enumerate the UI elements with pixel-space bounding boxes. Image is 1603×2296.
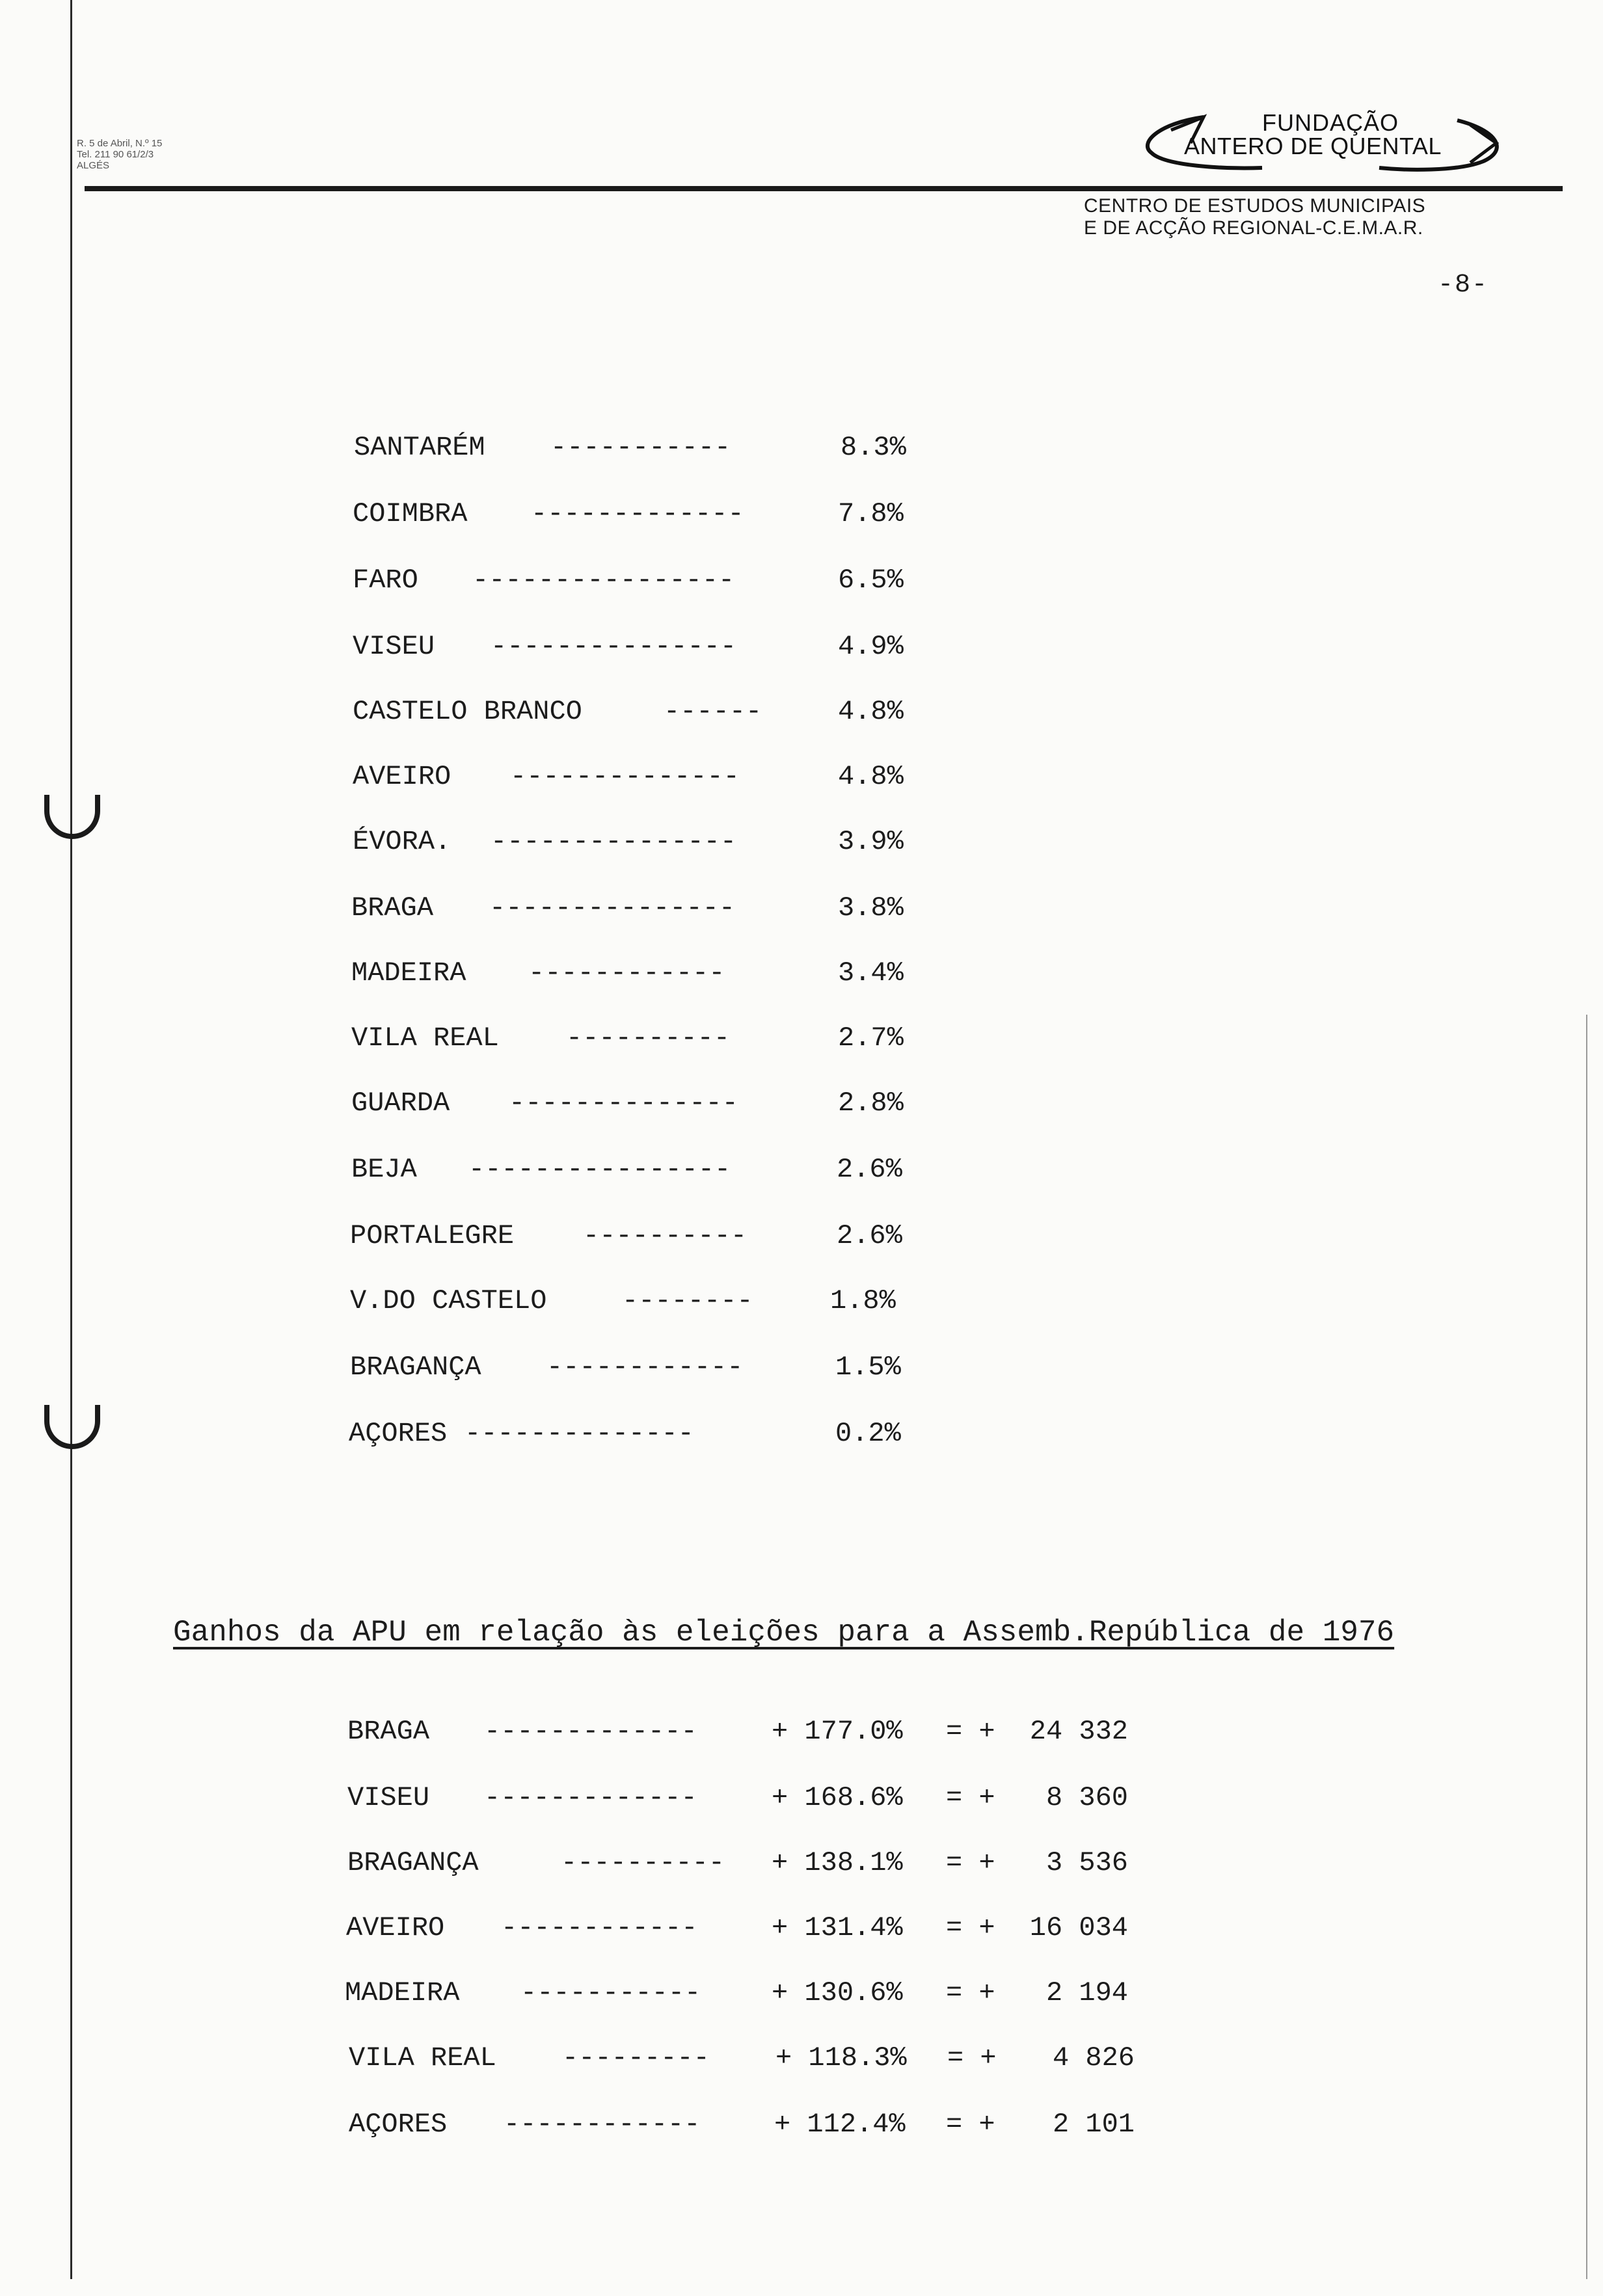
district-name: BRAGA (347, 1716, 430, 1747)
equals-plus: = + (946, 1847, 995, 1878)
foundation-logo (1132, 104, 1509, 176)
percentage-value: 2.8% (838, 1088, 904, 1119)
district-name: AÇORES (349, 2109, 448, 2140)
table-row (349, 2109, 1135, 2296)
centro-line: CENTRO DE ESTUDOS MUNICIPAIS (1084, 195, 1426, 217)
percentage-gain: + 118.3% (775, 2042, 907, 2074)
district-name: SANTARÉM (354, 432, 485, 463)
dash-leader: ------------ (528, 957, 725, 989)
district-name: VISEU (353, 631, 435, 662)
page-edge-line (1586, 1015, 1587, 2279)
equals-plus: = + (946, 2109, 995, 2140)
percentage-gain: + 168.6% (772, 1782, 903, 1813)
binder-ring-mark (44, 795, 100, 839)
district-name: MADEIRA (345, 1977, 460, 2009)
vote-gain: 16 034 (1029, 1912, 1128, 1943)
dash-leader: ------------ (546, 1352, 744, 1383)
equals-plus: = + (946, 1782, 995, 1813)
address-line: Tel. 211 90 61/2/3 (77, 149, 154, 160)
binder-ring-mark (44, 1405, 100, 1449)
district-name: FARO (353, 565, 418, 596)
district-name: AVEIRO (353, 761, 451, 792)
dash-leader: -------------- (465, 1418, 694, 1449)
vote-gain: 2 194 (1045, 1977, 1128, 2009)
logo-line-2: ANTERO DE QUENTAL (1184, 133, 1442, 159)
percentage-value: 1.5% (835, 1352, 901, 1383)
percentage-value: 2.7% (838, 1022, 904, 1054)
district-name: CASTELO BRANCO (353, 696, 582, 727)
percentage-gain: + 112.4% (774, 2109, 906, 2140)
dash-leader: ---------- (561, 1847, 725, 1878)
percentage-gain: + 130.6% (772, 1977, 903, 2009)
dash-leader: ----------- (550, 432, 731, 463)
centro-label (1084, 195, 1425, 239)
dash-leader: ---------------- (472, 565, 735, 596)
percentage-value: 7.8% (838, 498, 904, 529)
district-name: VISEU (347, 1782, 430, 1813)
dash-leader: ------------ (501, 1912, 698, 1943)
district-name: AVEIRO (346, 1912, 445, 1943)
district-name: BRAGA (351, 892, 434, 924)
dash-leader: ---------- (583, 1220, 748, 1251)
district-name: COIMBRA (353, 498, 468, 529)
district-name: VILA REAL (349, 2042, 496, 2074)
district-name: ÉVORA. (353, 826, 451, 857)
percentage-gain: + 177.0% (772, 1716, 903, 1747)
percentage-value: 4.8% (838, 696, 904, 727)
percentage-value: 2.6% (837, 1220, 902, 1251)
percentage-value: 3.8% (838, 892, 904, 924)
district-name: VILA REAL (351, 1022, 499, 1054)
vote-gain: 4 826 (1052, 2042, 1135, 2074)
percentage-value: 3.9% (838, 826, 904, 857)
centro-line: E DE ACÇÃO REGIONAL-C.E.M.A.R. (1084, 217, 1423, 239)
dash-leader: --------- (562, 2042, 710, 2074)
dash-leader: ---------------- (468, 1154, 731, 1185)
dash-leader: -------- (622, 1285, 753, 1316)
header-rule (85, 186, 1563, 191)
percentage-value: 3.4% (838, 957, 904, 989)
dash-leader: ------------ (504, 2109, 701, 2140)
percentage-value: 4.8% (838, 761, 904, 792)
section-heading: Ganhos da APU em relação às eleições para a Assemb.República de 1976 (173, 1616, 1395, 1649)
dash-leader: --------------- (491, 826, 737, 857)
district-name: MADEIRA (351, 957, 466, 989)
vote-gain: 24 332 (1029, 1716, 1128, 1747)
district-name: AÇORES (349, 1418, 448, 1449)
dash-leader: ------------- (531, 498, 744, 529)
vote-gain: 2 101 (1052, 2109, 1135, 2140)
page-number: -8- (1438, 271, 1489, 300)
address-line: R. 5 de Abril, N.º 15 (77, 138, 163, 149)
district-name: PORTALEGRE (350, 1220, 515, 1251)
dash-leader: ------ (664, 696, 762, 727)
logo-line-1: FUNDAÇÃO (1262, 109, 1399, 136)
equals-plus: = + (946, 1716, 995, 1747)
percentage-value: 8.3% (841, 432, 906, 463)
district-name: GUARDA (351, 1088, 450, 1119)
dash-leader: ------------- (484, 1782, 697, 1813)
percentage-gain: + 131.4% (772, 1912, 903, 1943)
address-line: ALGÉS (77, 160, 110, 171)
dash-leader: --------------- (491, 631, 737, 662)
equals-plus: = + (946, 1912, 995, 1943)
district-name: BRAGANÇA (350, 1352, 481, 1383)
percentage-value: 0.2% (835, 1418, 901, 1449)
district-name: BRAGANÇA (347, 1847, 479, 1878)
address-stamp (77, 138, 162, 171)
dash-leader: ---------- (566, 1022, 731, 1054)
percentage-gain: + 138.1% (772, 1847, 903, 1878)
percentage-value: 6.5% (838, 565, 904, 596)
equals-plus: = + (946, 1977, 995, 2009)
district-name: V.DO CASTELO (350, 1285, 547, 1316)
percentage-value: 1.8% (830, 1285, 896, 1316)
dash-leader: --------------- (489, 892, 736, 924)
dash-leader: -------------- (509, 1088, 738, 1119)
percentage-value: 4.9% (838, 631, 904, 662)
dash-leader: -------------- (510, 761, 740, 792)
vote-gain: 8 360 (1045, 1782, 1128, 1813)
equals-plus: = + (947, 2042, 997, 2074)
vote-gain: 3 536 (1045, 1847, 1128, 1878)
list-item (349, 1418, 901, 1543)
dash-leader: ----------- (520, 1977, 701, 2009)
dash-leader: ------------- (484, 1716, 697, 1747)
percentage-value: 2.6% (837, 1154, 902, 1185)
binder-margin-line (70, 0, 72, 2279)
district-name: BEJA (351, 1154, 417, 1185)
